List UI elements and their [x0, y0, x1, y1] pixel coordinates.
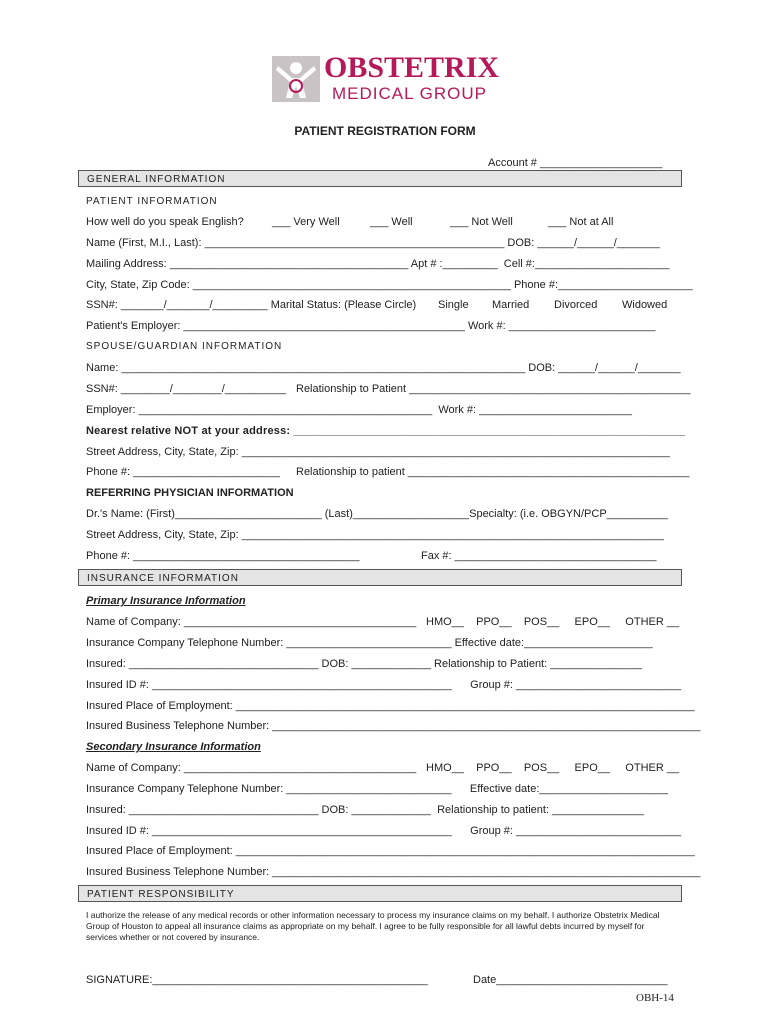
form-title: PATIENT REGISTRATION FORM — [294, 124, 476, 138]
primary-business-phone-field[interactable]: Insured Business Telephone Number: ______________________________________________________________________ — [86, 720, 701, 732]
nearest-relative-field[interactable]: Nearest relative NOT at your address: ______________________________________________________________ — [86, 425, 686, 437]
marital-divorced-option[interactable]: Divorced — [554, 299, 598, 311]
account-field[interactable]: Account # ____________________ — [488, 157, 663, 169]
relative-street-field[interactable]: Street Address, City, State, Zip: ______________________________________________________________________ — [86, 446, 670, 458]
english-well-option[interactable]: ___ Well — [370, 216, 413, 228]
spouse-name-field[interactable]: Name: __________________________________________________________________ DOB: ______/______/_______ — [86, 362, 681, 374]
patient-name-field[interactable]: Name (First, M.I., Last): _________________________________________________ DOB: ______/______/_______ — [86, 237, 660, 249]
obstetrix-logo-icon — [272, 56, 320, 102]
secondary-insured-field[interactable]: Insured: _______________________________ DOB: _____________ Relationship to patient: _______________ — [86, 804, 644, 816]
primary-insurance-heading: Primary Insurance Information — [86, 595, 246, 607]
doctor-fax-field[interactable]: Fax #: _________________________________ — [421, 550, 657, 562]
spouse-employer-field[interactable]: Employer: ________________________________________________ Work #: _________________________ — [86, 404, 633, 416]
primary-insured-field[interactable]: Insured: _______________________________ DOB: _____________ Relationship to Patient: _______________ — [86, 658, 642, 670]
logo-brand: OBSTETRIX — [324, 51, 500, 84]
logo — [272, 51, 502, 104]
patient-employer-field[interactable]: Patient's Employer: ______________________________________________ Work #: ________________________ — [86, 320, 656, 332]
ssn-marital-field[interactable]: SSN#: _______/_______/_________ Marital Status: (Please Circle) — [86, 299, 417, 311]
spouse-relationship-field[interactable]: Relationship to Patient ______________________________________________ — [296, 383, 691, 395]
subsection-referring-physician: REFERRING PHYSICIAN INFORMATION — [86, 487, 294, 499]
secondary-insurance-heading: Secondary Insurance Information — [86, 741, 261, 753]
date-field[interactable]: Date____________________________ — [473, 974, 668, 986]
english-not-well-option[interactable]: ___ Not Well — [450, 216, 513, 228]
primary-id-field[interactable]: Insured ID #: _________________________________________________ Group #: ___________________________ — [86, 679, 682, 691]
doctor-phone-field[interactable]: Phone #: _____________________________________ — [86, 550, 360, 562]
doctor-street-field[interactable]: Street Address, City, State, Zip: _____________________________________________________________________ — [86, 529, 664, 541]
marital-widowed-option[interactable]: Widowed — [622, 299, 668, 311]
english-question: How well do you speak English? — [86, 216, 244, 228]
subsection-patient-information: PATIENT INFORMATION — [86, 196, 218, 207]
doctor-name-field[interactable]: Dr.'s Name: (First)________________________ (Last)___________________Specialty: (i.e. OBGYN/PCP__________ — [86, 508, 668, 520]
responsibility-statement: I authorize the release of any medical records or other information necessary to process my insurance claims on my behalf. I authorize Obstetrix Medical Group of Houston to appeal all insurance claims as appropriate on my behalf. I agree to be fully responsible for all lawful debts incurred by myself for services whether or not covered by insurance. — [86, 910, 660, 942]
primary-telephone-field[interactable]: Insurance Company Telephone Number: ___________________________ Effective date:_____________________ — [86, 637, 653, 649]
primary-plan-type-options[interactable]: HMO__ PPO__ POS__ EPO__ OTHER __ — [426, 616, 680, 628]
marital-married-option[interactable]: Married — [492, 299, 530, 311]
city-state-zip-field[interactable]: City, State, Zip Code: ____________________________________________________ Phone #:______________________ — [86, 279, 693, 291]
section-general-information: GENERAL INFORMATION — [78, 170, 682, 187]
secondary-employment-field[interactable]: Insured Place of Employment: ___________________________________________________________________________ — [86, 845, 695, 857]
relative-phone-field[interactable]: Phone #: ________________________ — [86, 466, 280, 478]
english-very-well-option[interactable]: ___ Very Well — [272, 216, 340, 228]
secondary-business-phone-field[interactable]: Insured Business Telephone Number: ______________________________________________________________________ — [86, 866, 701, 878]
english-not-at-all-option[interactable]: ___ Not at All — [548, 216, 614, 228]
form-code: OBH-14 — [636, 992, 674, 1004]
primary-company-field[interactable]: Name of Company: ______________________________________ — [86, 616, 417, 628]
secondary-telephone-field[interactable]: Insurance Company Telephone Number: ___________________________ Effective date:_____________________ — [86, 783, 668, 795]
secondary-id-field[interactable]: Insured ID #: _________________________________________________ Group #: ___________________________ — [86, 825, 682, 837]
relative-relationship-field[interactable]: Relationship to patient ______________________________________________ — [296, 466, 690, 478]
logo-subtitle: MEDICAL GROUP — [332, 84, 488, 103]
mailing-address-field[interactable]: Mailing Address: _______________________________________ Apt # :_________ Cell #:______________________ — [86, 258, 670, 270]
subsection-spouse-guardian: SPOUSE/GUARDIAN INFORMATION — [86, 341, 283, 352]
section-patient-responsibility: PATIENT RESPONSIBILITY — [78, 885, 682, 902]
secondary-plan-type-options[interactable]: HMO__ PPO__ POS__ EPO__ OTHER __ — [426, 762, 680, 774]
primary-employment-field[interactable]: Insured Place of Employment: ___________________________________________________________________________ — [86, 700, 695, 712]
marital-single-option[interactable]: Single — [438, 299, 469, 311]
spouse-ssn-field[interactable]: SSN#: ________/________/__________ — [86, 383, 287, 395]
secondary-company-field[interactable]: Name of Company: ______________________________________ — [86, 762, 417, 774]
signature-field[interactable]: SIGNATURE:_____________________________________________ — [86, 974, 428, 986]
section-insurance-information: INSURANCE INFORMATION — [78, 569, 682, 586]
